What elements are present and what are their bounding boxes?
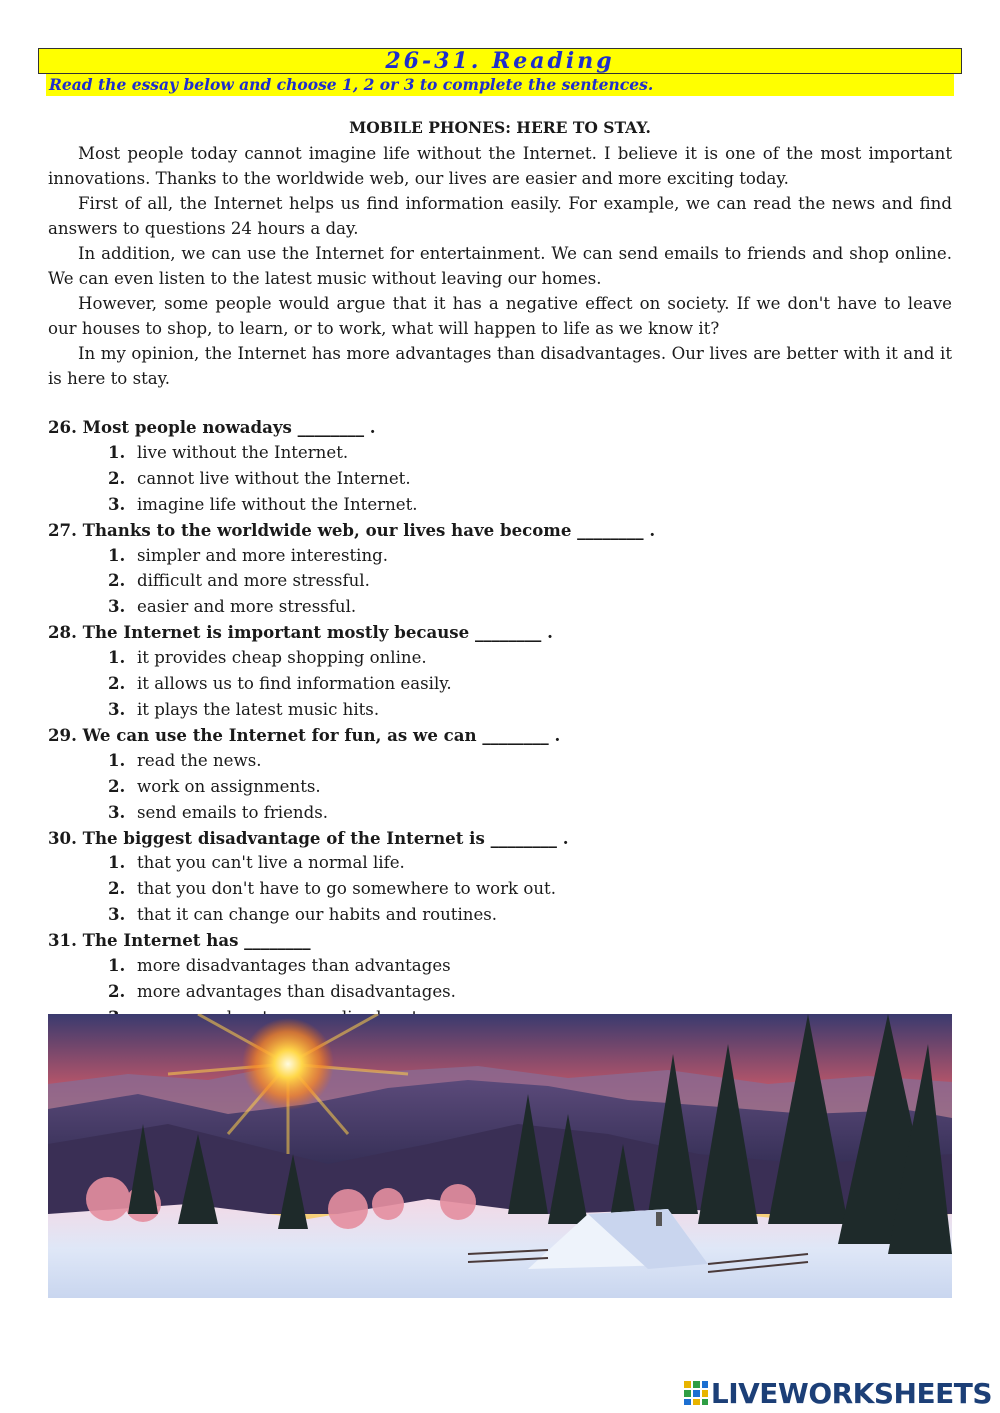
logo-text: LIVEWORKSHEETS	[710, 1376, 992, 1410]
question-29-option-3[interactable]: 3. send emails to friends.	[108, 801, 329, 822]
question-28-option-3[interactable]: 3. it plays the latest music hits.	[108, 698, 380, 719]
winter-sunset-photo	[48, 1014, 952, 1298]
question-28-option-1[interactable]: 1. it provides cheap shopping online.	[108, 647, 427, 668]
essay-paragraph: First of all, the Internet helps us find information easily. For example, we can read the news and find answers to questions 24 hours a day.	[48, 194, 952, 238]
liveworksheets-logo	[683, 1377, 992, 1409]
question-26-stem: 26. Most people nowadays ________ .	[48, 417, 376, 437]
question-27-stem: 27. Thanks to the worldwide web, our lives have become ________ .	[48, 519, 656, 540]
question-30-option-1[interactable]: 1. that you can't live a normal life.	[108, 852, 405, 873]
essay-paragraph: However, some people would argue that it has a negative effect on society. If we don't have to leave our houses to shop, to learn, or to work, what will happen to life as we know it?	[48, 294, 952, 338]
question-list	[48, 415, 952, 1031]
question-29-option-1[interactable]: 1. read the news.	[108, 749, 262, 770]
question-26-option-3[interactable]: 3. imagine life without the Internet.	[108, 493, 418, 514]
question-28-option-2[interactable]: 2. it allows us to find information easily.	[108, 673, 452, 694]
essay-paragraph: In addition, we can use the Internet for entertainment. We can send emails to friends and shop online. We can even listen to the latest music without leaving our homes.	[48, 244, 952, 288]
instruction-text: Read the essay below and choose 1, 2 or 3 to complete the sentences.	[46, 74, 954, 96]
liveworksheets-logo-icon	[683, 1380, 709, 1406]
essay-paragraph: In my opinion, the Internet has more advantages than disadvantages. Our lives are better with it and it is here to stay.	[48, 344, 952, 388]
question-29-stem: 29. We can use the Internet for fun, as we can ________ .	[48, 724, 561, 745]
question-27-option-2[interactable]: 2. difficult and more stressful.	[108, 570, 370, 591]
question-27-option-3[interactable]: 3. easier and more stressful.	[108, 596, 357, 617]
question-31-stem: 31. The Internet has ________	[48, 930, 311, 951]
question-30-stem: 30. The biggest disadvantage of the Internet is ________ .	[48, 827, 569, 848]
essay-body	[48, 141, 952, 391]
question-30-option-2[interactable]: 2. that you don't have to go somewhere to work out.	[108, 878, 557, 899]
question-28-stem: 28. The Internet is important mostly because ________ .	[48, 622, 553, 643]
question-31-option-2[interactable]: 2. more advantages than disadvantages.	[108, 980, 456, 1001]
question-31-option-1[interactable]: 1. more disadvantages than advantages	[108, 955, 451, 976]
header-banner	[38, 48, 962, 74]
question-29-option-2[interactable]: 2. work on assignments.	[108, 775, 321, 796]
question-27-option-1[interactable]: 1. simpler and more interesting.	[108, 544, 389, 565]
question-30-option-3[interactable]: 3. that it can change our habits and routines.	[108, 904, 498, 925]
essay-paragraph: Most people today cannot imagine life without the Internet. I believe it is one of the most important innovations. Thanks to the worldwide web, our lives are easier and more exciting today.	[48, 144, 952, 188]
question-26-option-2[interactable]: 2. cannot live without the Internet.	[108, 467, 411, 488]
section-title: 26-31. Reading	[385, 48, 615, 74]
question-26-option-1[interactable]: 1. live without the Internet.	[108, 441, 349, 462]
essay-title: MOBILE PHONES: HERE TO STAY.	[349, 118, 651, 137]
